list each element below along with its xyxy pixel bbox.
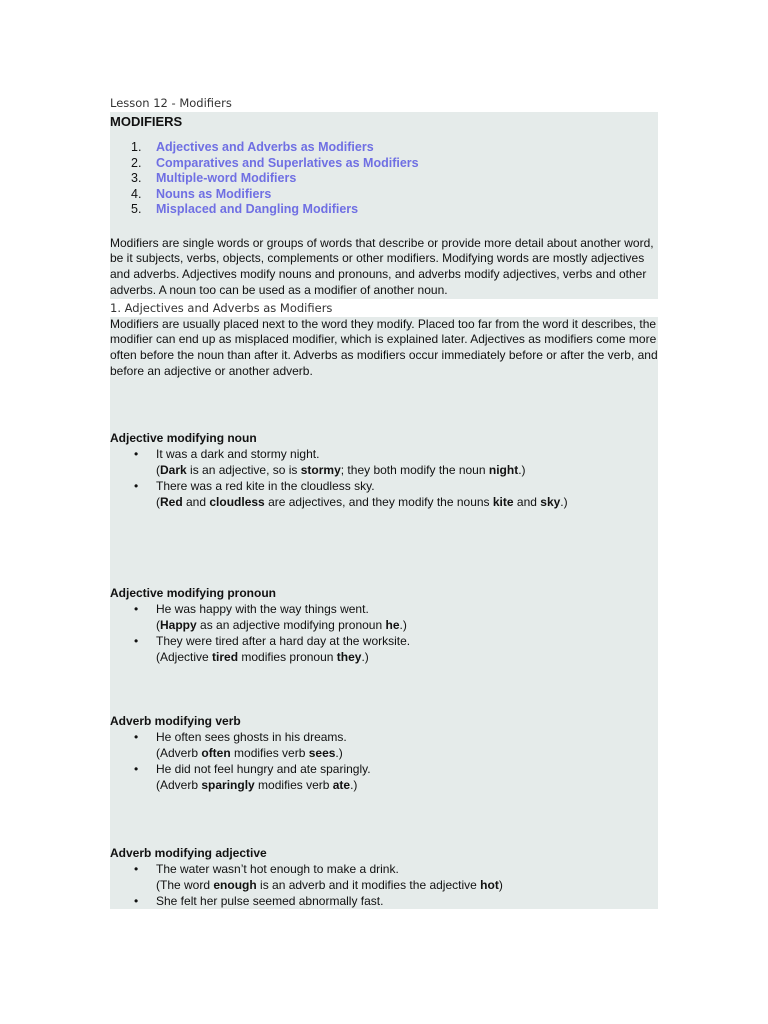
list-item	[134, 893, 658, 909]
example-sentence: They were tired after a hard day at the worksite.	[156, 633, 411, 648]
highlighted-word: Dark	[160, 462, 187, 477]
list-item	[134, 446, 658, 478]
toc-item-4[interactable]	[131, 186, 658, 203]
highlighted-word: hot	[480, 877, 499, 892]
highlighted-word: sees	[308, 745, 336, 760]
explanation-text: are adjectives, and they modify the nouns	[264, 494, 493, 509]
explanation-text: is an adjective, so is	[186, 462, 301, 477]
toc-link[interactable]: Multiple-word Modifiers	[156, 171, 297, 185]
example-group-title: Adverb modifying verb	[110, 713, 241, 728]
lesson-label: Lesson 12 - Modifiers	[110, 95, 236, 112]
section-heading: 1. Adjectives and Adverbs as Modifiers	[110, 300, 336, 317]
bullet-icon: •	[134, 761, 139, 776]
list-item	[134, 861, 658, 893]
explanation-text: (Adjective	[156, 649, 213, 664]
toc-number: 2.	[131, 155, 142, 170]
explanation-text: and	[513, 494, 541, 509]
explanation-text: .)	[350, 777, 358, 792]
explanation-text: .)	[560, 494, 568, 509]
toc-link[interactable]: Nouns as Modifiers	[156, 186, 272, 201]
example-list	[110, 446, 658, 510]
example-groups	[110, 430, 658, 909]
example-sentence: There was a red kite in the cloudless sky.	[156, 478, 375, 493]
example-list	[110, 861, 658, 909]
toc-number: 1.	[131, 140, 142, 154]
example-explanation	[156, 745, 658, 761]
toc-number: 3.	[131, 171, 142, 185]
explanation-text: .)	[361, 649, 369, 664]
highlighted-word: cloudless	[209, 494, 265, 509]
highlighted-word: ate	[332, 777, 351, 792]
example-list	[110, 729, 658, 793]
bullet-icon: •	[134, 478, 139, 493]
example-sentence: It was a dark and stormy night.	[156, 446, 320, 461]
toc-number: 4.	[131, 186, 142, 201]
list-item	[134, 601, 658, 633]
toc-item-3[interactable]	[131, 171, 658, 187]
main-heading: MODIFIERS	[110, 114, 183, 129]
bullet-icon: •	[134, 601, 139, 616]
example-sentence: She felt her pulse seemed abnormally fast.	[156, 893, 384, 908]
toc-item-5[interactable]	[131, 202, 658, 218]
explanation-text: )	[498, 877, 503, 892]
intro-paragraph: Modifiers are single words or groups of words that describe or provide more detail about another word, be it subjects, verbs, objects, complements or other modifiers. Modifying words are mostly adjectives and adverbs. Adjectives modify nouns and pronouns, and adverbs modify adjectives, verbs and other adverbs. A noun too can be used as a modifier of another noun.	[110, 235, 654, 297]
table-of-contents	[110, 130, 658, 218]
explanation-text: .)	[518, 462, 526, 477]
explanation-text: (Adverb	[156, 745, 202, 760]
explanation-text: modifies verb	[254, 777, 333, 792]
highlighted-word: stormy	[300, 462, 341, 477]
example-explanation	[156, 649, 658, 665]
toc-item-1[interactable]	[131, 140, 658, 156]
explanation-text: as an adjective modifying pronoun	[196, 617, 386, 632]
toc-number: 5.	[131, 202, 142, 216]
explanation-text: (The word	[156, 877, 214, 892]
example-group-title: Adjective modifying noun	[110, 430, 257, 445]
example-group-title: Adjective modifying pronoun	[110, 585, 277, 600]
list-item	[134, 729, 658, 761]
explanation-text: modifies verb	[230, 745, 309, 760]
list-item	[134, 633, 658, 665]
highlighted-word: Red	[160, 494, 183, 509]
highlighted-word: sky	[540, 494, 561, 509]
toc-link[interactable]: Misplaced and Dangling Modifiers	[156, 202, 359, 216]
toc-link[interactable]: Adjectives and Adverbs as Modifiers	[156, 140, 374, 154]
section-1-block	[110, 317, 658, 909]
bullet-icon: •	[134, 893, 139, 908]
explanation-text: (	[156, 617, 160, 632]
explanation-text: (	[156, 494, 160, 509]
example-explanation	[156, 494, 658, 510]
explanation-text: modifies pronoun	[238, 649, 337, 664]
explanation-text: (	[156, 462, 160, 477]
explanation-text: and	[182, 494, 210, 509]
bullet-icon: •	[134, 729, 139, 744]
explanation-text: .)	[335, 745, 343, 760]
bullet-icon: •	[134, 446, 139, 461]
highlighted-word: Happy	[160, 617, 197, 632]
highlighted-word: enough	[213, 877, 257, 892]
toc-link[interactable]: Comparatives and Superlatives as Modifiers	[156, 155, 419, 170]
example-explanation	[156, 462, 658, 478]
highlighted-word: he	[385, 617, 400, 632]
highlighted-word: they	[336, 649, 362, 664]
highlighted-word: kite	[492, 494, 514, 509]
example-sentence: He was happy with the way things went.	[156, 601, 369, 616]
example-list	[110, 601, 658, 665]
explanation-text: ; they both modify the noun	[340, 462, 489, 477]
list-item	[134, 761, 658, 793]
example-explanation	[156, 617, 658, 633]
explanation-text: is an adverb and it modifies the adjective	[256, 877, 481, 892]
highlighted-word: tired	[212, 649, 239, 664]
toc-item-2[interactable]	[131, 155, 658, 172]
highlighted-word: often	[201, 745, 231, 760]
example-sentence: He did not feel hungry and ate sparingly.	[156, 761, 371, 776]
example-sentence: He often sees ghosts in his dreams.	[156, 729, 347, 744]
example-explanation	[156, 777, 658, 793]
list-item	[134, 478, 658, 510]
example-group-title: Adverb modifying adjective	[110, 845, 267, 860]
document-page	[110, 94, 658, 909]
example-explanation	[156, 877, 658, 893]
section-paragraph: Modifiers are usually placed next to the word they modify. Placed too far from the word it describes, the modifier can end up as misplaced modifier, which is explained later. Adjectives as modifiers come more often before the noun than after it. Adverbs as modifiers occur immediately before or after the verb, and before an adjective or another adverb.	[110, 316, 658, 379]
modifiers-block	[110, 112, 658, 299]
bullet-icon: •	[134, 633, 139, 648]
highlighted-word: night	[488, 462, 519, 477]
bullet-icon: •	[134, 861, 139, 876]
example-sentence: The water wasn’t hot enough to make a drink.	[156, 861, 399, 876]
explanation-text: (Adverb	[156, 777, 202, 792]
explanation-text: .)	[399, 617, 407, 632]
highlighted-word: sparingly	[201, 777, 255, 792]
